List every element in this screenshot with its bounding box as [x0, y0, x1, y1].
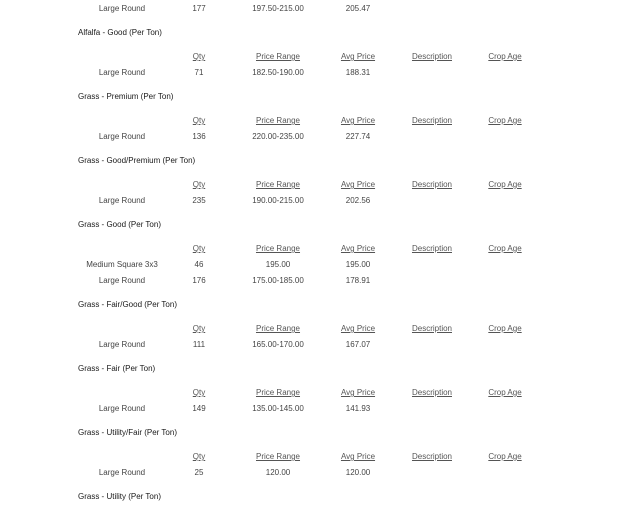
row-price-range: 165.00-170.00	[252, 340, 304, 349]
header-avg-price: Avg Price	[340, 180, 376, 189]
row-price-range: 120.00	[265, 468, 291, 477]
row-avg-price: 167.07	[345, 340, 371, 349]
row-type: Large Round	[98, 132, 146, 141]
row-price-range: 220.00-235.00	[252, 132, 304, 141]
header-price-range: Price Range	[255, 180, 301, 189]
row-type: Large Round	[98, 276, 146, 285]
section-title: Grass - Premium (Per Ton)	[78, 92, 174, 101]
header-qty: Qty	[192, 52, 206, 61]
header-crop-age: Crop Age	[488, 116, 522, 125]
header-price-range: Price Range	[255, 116, 301, 125]
row-type: Large Round	[98, 404, 146, 413]
header-description: Description	[411, 452, 452, 461]
row-qty: 25	[194, 468, 204, 477]
header-qty: Qty	[192, 116, 206, 125]
header-crop-age: Crop Age	[488, 452, 522, 461]
row-avg-price: 188.31	[345, 68, 371, 77]
header-price-range: Price Range	[255, 244, 301, 253]
row-qty: 177	[192, 4, 206, 13]
row-avg-price: 120.00	[345, 468, 371, 477]
row-type: Medium Square 3x3	[86, 260, 158, 269]
header-avg-price: Avg Price	[340, 388, 376, 397]
header-crop-age: Crop Age	[488, 244, 522, 253]
header-description: Description	[411, 180, 452, 189]
row-type: Large Round	[98, 468, 146, 477]
header-crop-age: Crop Age	[488, 388, 522, 397]
header-crop-age: Crop Age	[488, 324, 522, 333]
header-description: Description	[411, 244, 452, 253]
header-avg-price: Avg Price	[340, 116, 376, 125]
header-qty: Qty	[192, 452, 206, 461]
header-description: Description	[411, 52, 452, 61]
section-title: Grass - Good/Premium (Per Ton)	[78, 156, 196, 165]
header-crop-age: Crop Age	[488, 180, 522, 189]
row-qty: 149	[192, 404, 206, 413]
row-avg-price: 202.56	[345, 196, 371, 205]
row-price-range: 135.00-145.00	[252, 404, 304, 413]
row-price-range: 175.00-185.00	[252, 276, 304, 285]
section-title: Grass - Good (Per Ton)	[78, 220, 161, 229]
row-qty: 46	[194, 260, 204, 269]
header-avg-price: Avg Price	[340, 452, 376, 461]
header-description: Description	[411, 116, 452, 125]
row-type: Large Round	[98, 68, 146, 77]
row-type: Large Round	[98, 340, 146, 349]
row-avg-price: 205.47	[345, 4, 371, 13]
row-avg-price: 227.74	[345, 132, 371, 141]
header-qty: Qty	[192, 244, 206, 253]
section-title: Grass - Fair (Per Ton)	[78, 364, 156, 373]
header-avg-price: Avg Price	[340, 52, 376, 61]
header-description: Description	[411, 388, 452, 397]
row-avg-price: 178.91	[345, 276, 371, 285]
section-title: Grass - Utility (Per Ton)	[78, 492, 161, 501]
header-crop-age: Crop Age	[488, 52, 522, 61]
row-avg-price: 141.93	[345, 404, 371, 413]
header-price-range: Price Range	[255, 324, 301, 333]
row-qty: 71	[194, 68, 204, 77]
row-price-range: 197.50-215.00	[252, 4, 304, 13]
row-price-range: 182.50-190.00	[252, 68, 304, 77]
header-description: Description	[411, 324, 452, 333]
section-title: Grass - Fair/Good (Per Ton)	[78, 300, 177, 309]
section-title: Alfalfa - Good (Per Ton)	[78, 28, 162, 37]
section-title: Grass - Utility/Fair (Per Ton)	[78, 428, 177, 437]
row-price-range: 190.00-215.00	[252, 196, 304, 205]
row-type: Large Round	[98, 4, 146, 13]
row-type: Large Round	[98, 196, 146, 205]
row-qty: 176	[192, 276, 206, 285]
header-price-range: Price Range	[255, 52, 301, 61]
header-price-range: Price Range	[255, 388, 301, 397]
header-qty: Qty	[192, 324, 206, 333]
row-price-range: 195.00	[265, 260, 291, 269]
header-avg-price: Avg Price	[340, 244, 376, 253]
row-avg-price: 195.00	[345, 260, 371, 269]
row-qty: 235	[192, 196, 206, 205]
header-qty: Qty	[192, 388, 206, 397]
header-qty: Qty	[192, 180, 206, 189]
header-price-range: Price Range	[255, 452, 301, 461]
row-qty: 111	[192, 340, 206, 349]
row-qty: 136	[192, 132, 206, 141]
header-avg-price: Avg Price	[340, 324, 376, 333]
